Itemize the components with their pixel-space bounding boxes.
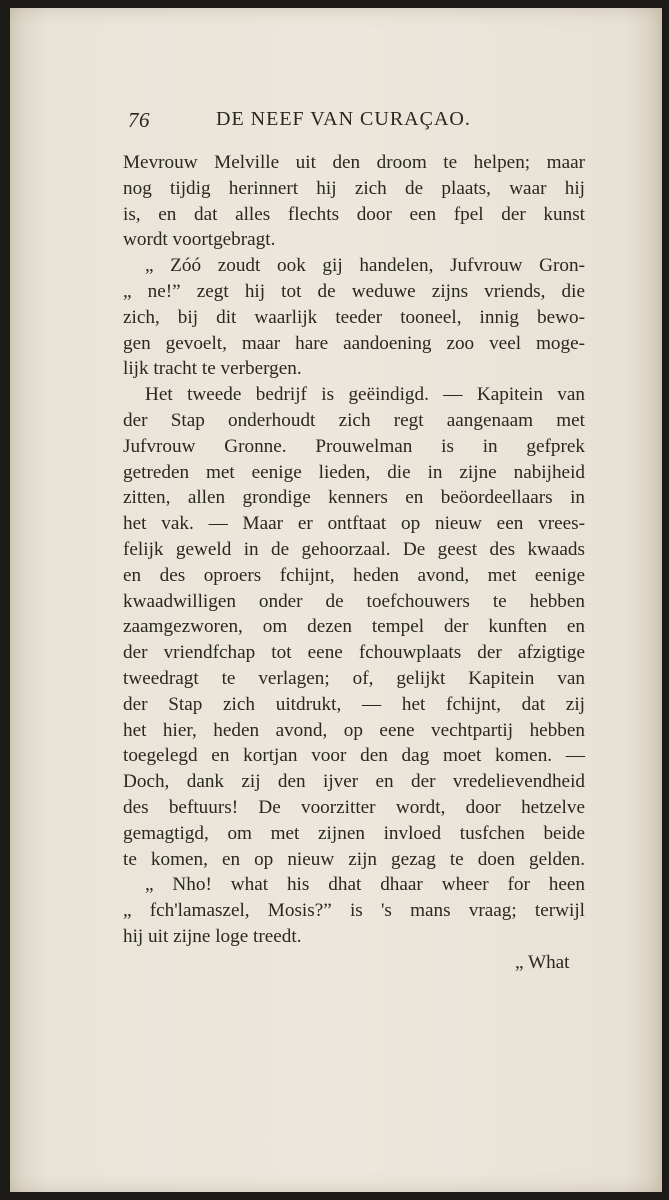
text-line: te komen, en op nieuw zijn gezag te doen gelden. [123,848,585,870]
text-line: toegelegd en kortjan voor den dag moet komen. — [123,745,585,767]
text-line: Jufvrouw Gronne. Prouwelman is in gefprek [123,435,585,457]
text-line: nog tijdig herinnert hij zich de plaats, waar hij [123,177,585,199]
book-page [10,8,662,1192]
text-line: der vriendfchap tot eene fchouwplaats der afzigtige [123,642,585,664]
text-line: zich, bij dit waarlijk teeder tooneel, innig bewo- [123,306,585,328]
text-line: gen gevoelt, maar hare aandoening zoo veel moge- [123,332,585,354]
text-line: is, en dat alles flechts door een fpel der kunst [123,203,585,225]
text-line: „ Zóó zoudt ook gij handelen, Jufvrouw Gron- [145,255,585,277]
text-line: hij uit zijne loge treedt. [123,925,302,947]
text-line: gemagtigd, om met zijnen invloed tusfchen beide [123,822,585,844]
text-line: des beftuurs! De voorzitter wordt, door hetzelve [123,796,585,818]
text-line: wordt voortgebragt. [123,229,276,251]
text-line: felijk geweld in de gehoorzaal. De geest des kwaads [123,538,585,560]
text-line: „ Nho! what his dhat dhaar wheer for heen [145,874,585,896]
running-head [128,108,500,138]
text-line: het hier, heden avond, op eene vechtpartij hebben [123,719,585,741]
text-line: zitten, allen grondige kenners en beöordeellaars in [123,487,585,509]
text-line: der Stap onderhoudt zich regt aangenaam met [123,409,585,431]
text-line: het vak. — Maar er ontftaat op nieuw een vrees- [123,513,585,535]
body-text [123,150,585,950]
text-line: Mevrouw Melville uit den droom te helpen; maar [123,152,585,173]
text-line: der Stap zich uitdrukt, — het fchijnt, dat zij [123,693,585,715]
book-title: DE NEEF VAN CURAÇAO. [216,108,471,130]
page-number: 76 [128,108,150,132]
text-line: „ ne!” zegt hij tot de weduwe zijns vriends, die [123,280,585,302]
text-line: zaamgezworen, om dezen tempel der kunften en [123,616,585,638]
text-line: getreden met eenige lieden, die in zijne nabijheid [123,461,585,483]
text-line: Doch, dank zij den ijver en der vredelievendheid [123,771,585,793]
text-line: kwaadwilligen onder de toefchouwers te hebben [123,590,585,612]
text-line: tweedragt te verlagen; of, gelijkt Kapitein van [123,667,585,689]
text-line: en des oproers fchijnt, heden avond, met eenige [123,564,585,586]
catchword: „ What [515,952,570,973]
text-line: lijk tracht te verbergen. [123,358,302,380]
text-line: „ fch'lamaszel, Mosis?” is 's mans vraag; terwijl [123,900,585,922]
text-line: Het tweede bedrijf is geëindigd. — Kapitein van [145,384,585,406]
